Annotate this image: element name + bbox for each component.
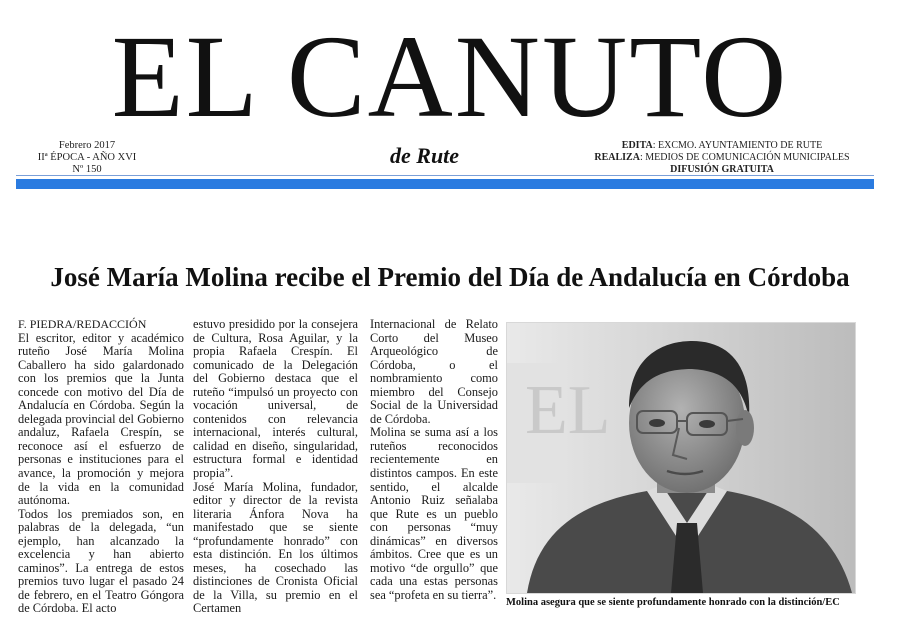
article-paragraph: José María Molina, fundador, editor y director de la revista literaria Ánfora Nova ha manifestado que se siente “profundamente honrado” con esta distinción. En los últimos meses, ha cosechado las distinciones de Cronista Oficial de la Villa, su premio en el Certamen [193,479,358,616]
issue-epoch: IIª ÉPOCA - AÑO XVI [37,152,137,163]
credits-edita-value: : EXCMO. AYUNTAMIENTO DE RUTE [652,140,823,151]
article-photo [506,322,856,594]
article-headline: José María Molina recibe el Premio del Día de Andalucía en Córdoba [50,262,850,292]
credits-realiza-value: : MEDIOS DE COMUNICACIÓN MUNICIPALES [639,152,850,163]
masthead-subtitle: de Rute [390,143,460,168]
credits-realiza [582,152,862,164]
masthead-title: EL CANUTO [111,11,789,142]
article-paragraph: El escritor, editor y académico ruteño José María Molina Caballero ha sido galardonado con los premios que la Junta concede con motivo del Día de Andalucía en Córdoba. Según la delegada provincial del Gobierno andaluz, Rafaela Crespín, se reconoce así el esfuerzo de personas e instituciones para el avance, la promoción y mejora de la vida en la comunidad autónoma. [18,330,184,508]
photo-caption: Molina asegura que se siente profundamente honrado con la distinción/EC [506,597,840,608]
article-paragraph: Todos los premiados son, en palabras de la delegada, “un ejemplo, han alcanzado la excelencia y han abierto caminos”. La entrega de estos premios tuvo lugar el pasado 24 de febrero, en el Teatro Góngora de Córdoba. El acto [18,506,184,616]
article-column-3 [370,318,498,602]
issue-number: Nº 150 [72,164,102,175]
portrait-illustration [507,323,855,593]
svg-text:EL: EL [525,372,611,449]
credits-realiza-label: REALIZA [594,152,640,163]
credits-edita [582,140,862,152]
article-paragraph: Internacional de Relato Corto del Museo Arqueológico de Córdoba, o el nombramiento como miembro del Consejo Social de la Universidad de Córdoba. [370,317,498,426]
credits-block [582,140,862,176]
credits-edita-label: EDITA [621,140,653,151]
issue-date: Febrero 2017 [58,140,116,151]
article-column-2 [193,318,358,616]
masthead-divider-blue [16,179,874,189]
article-byline: F. PIEDRA/REDACCIÓN [18,317,147,331]
article-column-1 [18,318,184,616]
article-paragraph: estuvo presidido por la consejera de Cultura, Rosa Aguilar, y la propia Rafaela Crespín. El comunicado de la Delegación del Gobierno destaca que el ruteño “impulsó un proyecto con vocación universal, de contenidos con relevancia internacional, interés cultural, calidad en diseño, singularidad, estructura formal e identidad propia”. [193,317,358,481]
masthead-divider-thin [16,175,874,176]
issue-info [22,140,152,176]
credits-distribution: DIFUSIÓN GRATUITA [670,164,774,175]
article-paragraph: Molina se suma así a los ruteños reconocidos recientemente en distintos campos. En este sentido, el alcalde Antonio Ruiz señalaba que Rute es un pueblo con personas “muy dinámicas” en diversos ámbitos. Cree que es un motivo “de orgullo” que cada una estas personas sea “profeta en su tierra”. [370,425,498,602]
